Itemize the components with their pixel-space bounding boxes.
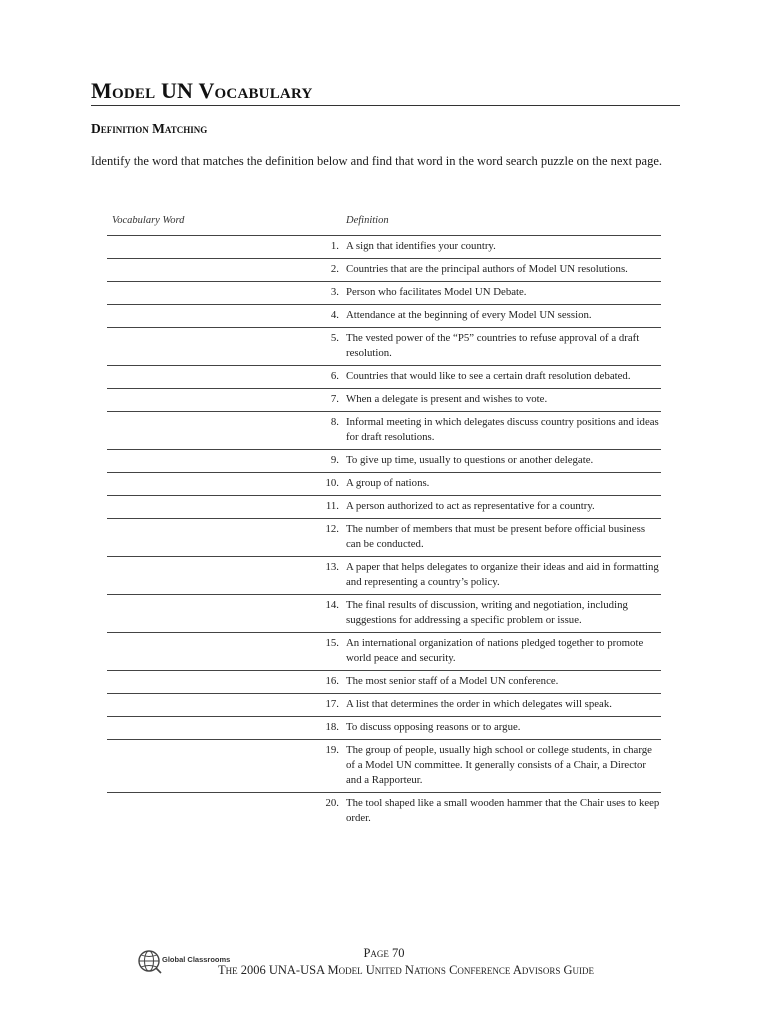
vocabulary-word-blank[interactable]: [107, 366, 307, 389]
footer-guide-title: The 2006 UNA-USA Model United Nations Conference Advisors Guide: [217, 963, 595, 977]
row-number: 14.: [307, 595, 346, 633]
vocabulary-table-body: [107, 236, 661, 831]
row-number: 6.: [307, 366, 346, 389]
table-row: [107, 694, 661, 717]
table-row: [107, 366, 661, 389]
vocabulary-word-blank[interactable]: [107, 671, 307, 694]
definition-text: When a delegate is present and wishes to vote.: [346, 389, 661, 412]
table-row: [107, 717, 661, 740]
definition-text: Countries that would like to see a certain draft resolution debated.: [346, 366, 661, 389]
row-number: 13.: [307, 557, 346, 595]
column-header-word: Vocabulary Word: [112, 215, 185, 226]
table-row: [107, 519, 661, 557]
row-number: 12.: [307, 519, 346, 557]
row-number: 8.: [307, 412, 346, 450]
vocabulary-word-blank[interactable]: [107, 328, 307, 366]
table-row: [107, 595, 661, 633]
definition-text: Countries that are the principal authors of Model UN resolutions.: [346, 259, 661, 282]
row-number: 7.: [307, 389, 346, 412]
row-number: 19.: [307, 740, 346, 793]
vocabulary-word-blank[interactable]: [107, 633, 307, 671]
column-header-definition: Definition: [346, 215, 389, 226]
table-row: [107, 412, 661, 450]
table-row: [107, 557, 661, 595]
definition-text: An international organization of nations pledged together to promote world peace and security.: [346, 633, 661, 671]
row-number: 16.: [307, 671, 346, 694]
section-subtitle: Definition Matching: [91, 121, 208, 136]
table-row: [107, 389, 661, 412]
title-divider: [91, 105, 680, 106]
table-row: [107, 305, 661, 328]
logo-text: Global Classrooms: [162, 955, 231, 964]
vocabulary-word-blank[interactable]: [107, 412, 307, 450]
definition-text: A group of nations.: [346, 473, 661, 496]
definition-text: A list that determines the order in which delegates will speak.: [346, 694, 661, 717]
row-number: 9.: [307, 450, 346, 473]
definition-text: To give up time, usually to questions or another delegate.: [346, 450, 661, 473]
row-number: 2.: [307, 259, 346, 282]
table-row: [107, 328, 661, 366]
table-row: [107, 671, 661, 694]
vocabulary-word-blank[interactable]: [107, 595, 307, 633]
vocabulary-word-blank[interactable]: [107, 305, 307, 328]
definition-text: Person who facilitates Model UN Debate.: [346, 282, 661, 305]
vocabulary-table: [107, 235, 661, 830]
definition-text: The group of people, usually high school or college students, in charge of a Model UN committee. It generally consists of a Chair, a Director and a Rapporteur.: [346, 740, 661, 793]
vocabulary-word-blank[interactable]: [107, 496, 307, 519]
vocabulary-word-blank[interactable]: [107, 389, 307, 412]
definition-text: The vested power of the “P5” countries to refuse approval of a draft resolution.: [346, 328, 661, 366]
row-number: 20.: [307, 793, 346, 831]
row-number: 11.: [307, 496, 346, 519]
row-number: 17.: [307, 694, 346, 717]
definition-text: The final results of discussion, writing and negotiation, including suggestions for addressing a specific problem or issue.: [346, 595, 661, 633]
definition-text: A paper that helps delegates to organize their ideas and aid in formatting and representing a country’s policy.: [346, 557, 661, 595]
row-number: 4.: [307, 305, 346, 328]
vocabulary-word-blank[interactable]: [107, 236, 307, 259]
definition-text: A sign that identifies your country.: [346, 236, 661, 259]
row-number: 18.: [307, 717, 346, 740]
table-row: [107, 496, 661, 519]
row-number: 1.: [307, 236, 346, 259]
vocabulary-word-blank[interactable]: [107, 694, 307, 717]
vocabulary-word-blank[interactable]: [107, 450, 307, 473]
table-row: [107, 633, 661, 671]
definition-text: A person authorized to act as representative for a country.: [346, 496, 661, 519]
table-row: [107, 259, 661, 282]
table-row: [107, 236, 661, 259]
table-row: [107, 793, 661, 831]
definition-text: Attendance at the beginning of every Model UN session.: [346, 305, 661, 328]
definition-text: The tool shaped like a small wooden hammer that the Chair uses to keep order.: [346, 793, 661, 831]
vocabulary-word-blank[interactable]: [107, 557, 307, 595]
row-number: 3.: [307, 282, 346, 305]
vocabulary-word-blank[interactable]: [107, 282, 307, 305]
vocabulary-word-blank[interactable]: [107, 473, 307, 496]
row-number: 10.: [307, 473, 346, 496]
table-row: [107, 450, 661, 473]
definition-text: The most senior staff of a Model UN conference.: [346, 671, 661, 694]
table-row: [107, 473, 661, 496]
row-number: 5.: [307, 328, 346, 366]
row-number: 15.: [307, 633, 346, 671]
vocabulary-word-blank[interactable]: [107, 740, 307, 793]
table-row: [107, 282, 661, 305]
page-title: Model UN Vocabulary: [91, 78, 313, 103]
page-number: Page 70: [363, 946, 405, 960]
definition-text: Informal meeting in which delegates discuss country positions and ideas for draft resolutions.: [346, 412, 661, 450]
table-row: [107, 740, 661, 793]
vocabulary-word-blank[interactable]: [107, 259, 307, 282]
vocabulary-word-blank[interactable]: [107, 793, 307, 831]
vocabulary-word-blank[interactable]: [107, 717, 307, 740]
definition-text: To discuss opposing reasons or to argue.: [346, 717, 661, 740]
vocabulary-word-blank[interactable]: [107, 519, 307, 557]
instructions-text: Identify the word that matches the definition below and find that word in the word search puzzle on the next page.: [91, 154, 663, 168]
definition-text: The number of members that must be present before official business can be conducted.: [346, 519, 661, 557]
